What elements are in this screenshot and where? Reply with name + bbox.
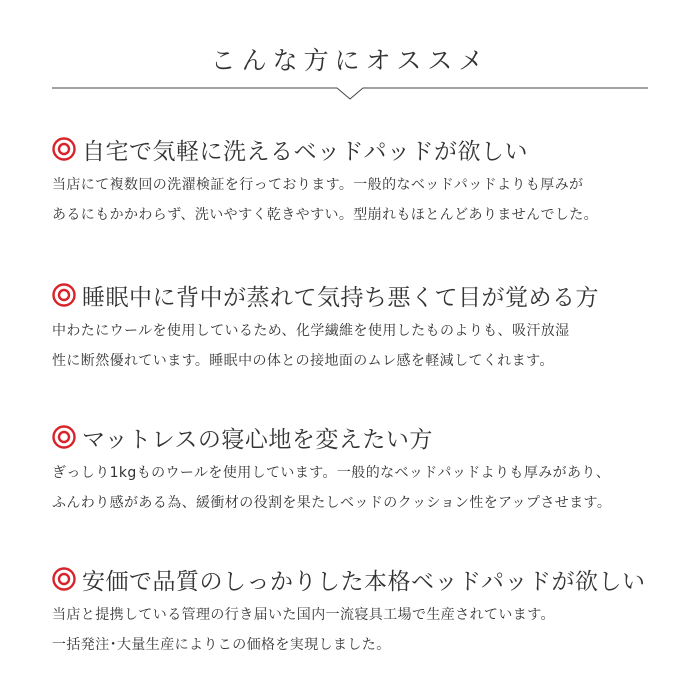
section-heading	[52, 420, 652, 454]
recommendation-section-4	[52, 562, 652, 660]
body-line: 性に断然優れています。睡眠中の体との接地面のムレ感を軽減してくれます。	[52, 353, 554, 369]
body-line: ぎっしり1kgものウールを使用しています。一般的なベッドパッドよりも厚みがあり、	[52, 465, 611, 481]
section-body	[52, 316, 652, 376]
section-body	[52, 458, 652, 518]
section-heading	[52, 132, 652, 166]
recommendation-section-2	[52, 278, 652, 376]
section-body	[52, 600, 652, 660]
title-divider	[52, 84, 648, 100]
double-circle-target-icon	[52, 425, 76, 449]
section-heading-text: マットレスの寝心地を変えたい方	[82, 426, 433, 453]
section-heading-text: 自宅で気軽に洗えるベッドパッドが欲しい	[82, 138, 529, 165]
double-circle-target-icon	[52, 283, 76, 307]
double-circle-target-icon	[52, 137, 76, 161]
recommendation-section-3	[52, 420, 652, 518]
section-heading	[52, 562, 652, 596]
page-title: こんな方にオススメ	[210, 46, 490, 75]
body-line: あるにもかかわらず、洗いやすく乾きやすい。型崩れもほとんどありませんでした。	[52, 207, 599, 223]
body-line: 当店と提携している管理の行き届いた国内一流寝具工場で生産されています。	[52, 607, 555, 623]
section-body	[52, 170, 652, 230]
body-line: 中わたにウールを使用しているため、化学繊維を使用したものよりも、吸汗放湿	[52, 323, 570, 339]
body-line: ふんわり感がある為、緩衝材の役割を果たしベッドのクッション性をアップさせます。	[52, 495, 612, 511]
section-heading-text: 睡眠中に背中が蒸れて気持ち悪くて目が覚める方	[82, 284, 599, 311]
double-circle-target-icon	[52, 567, 76, 591]
section-heading	[52, 278, 652, 312]
body-line: 当店にて複数回の洗濯検証を行っております。一般的なベッドパッドよりも厚みが	[52, 177, 584, 193]
section-heading-text: 安価で品質のしっかりした本格ベッドパッドが欲しい	[82, 568, 646, 595]
recommendation-section-1	[52, 132, 652, 230]
body-line: 一括発注･大量生産によりこの価格を実現しました。	[52, 637, 391, 653]
